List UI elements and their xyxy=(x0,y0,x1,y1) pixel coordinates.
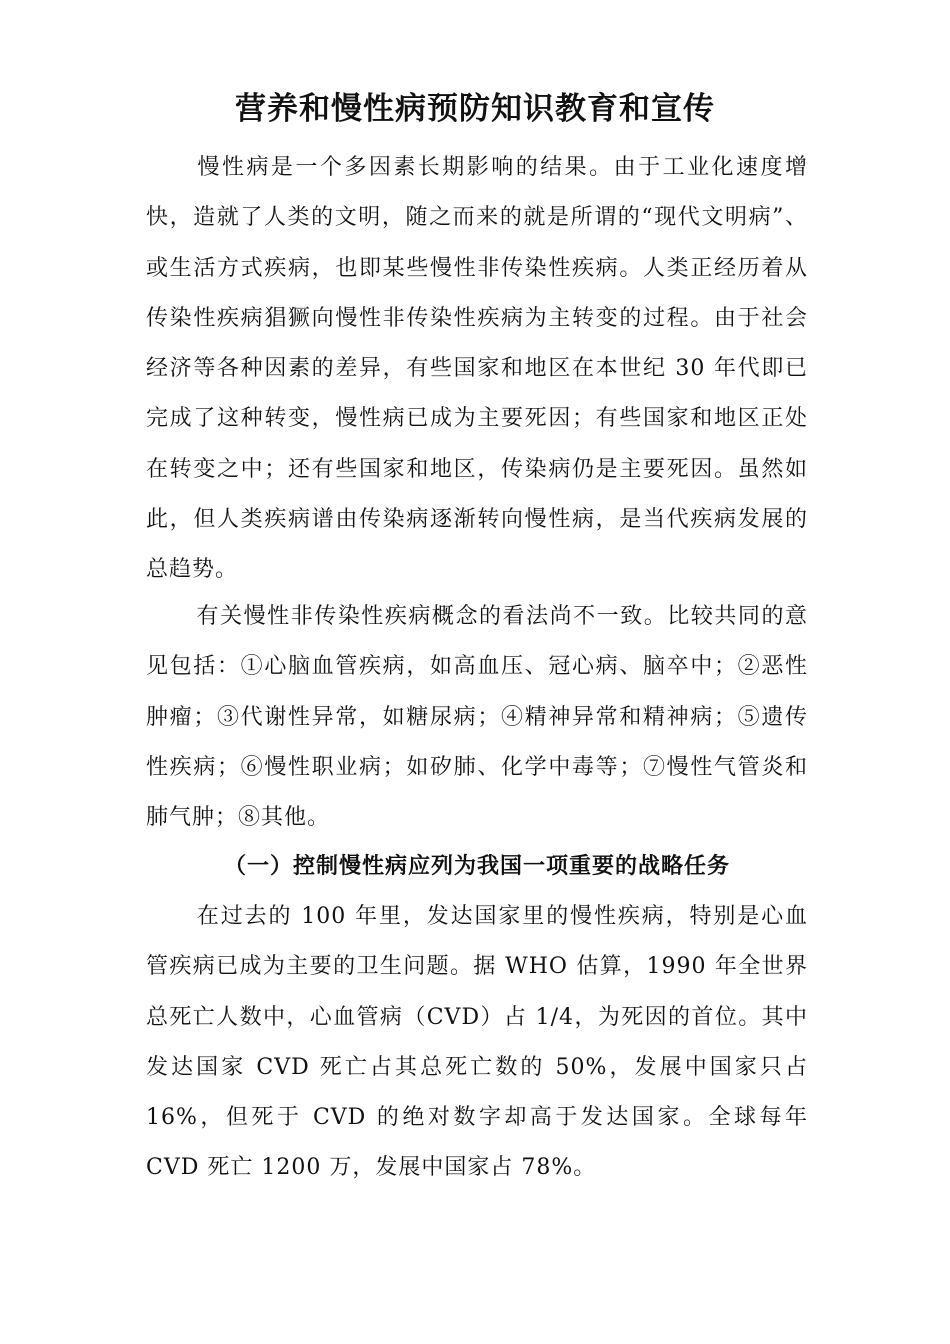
paragraph-cvd-statistics xyxy=(146,892,808,1194)
paragraph-chronic-disease-intro xyxy=(146,143,808,596)
paragraph-text: 在过去的 100 年里，发达国家里的慢性疾病，特别是心血管疾病已成为主要的卫生问题。据 WHO 估算，1990 年全世界总死亡人数中，心血管病（CVD）占 1/4，为死因的首位。其中发达国家 CVD 死亡占其总死亡数的 50%，发展中国家只占 16%，但死于 CVD 的绝对数字却高于发达国家。全球每年 CVD 死亡 1200 万，发展中国家占 78%。 xyxy=(146,904,808,1181)
paragraph-disease-categories xyxy=(146,592,808,843)
paragraph-text: 慢性病是一个多因素长期影响的结果。由于工业化速度增快，造就了人类的文明，随之而来的就是所谓的“现代文明病”、或生活方式疾病，也即某些慢性非传染性疾病。人类正经历着从传染性疾病猖獗向慢性非传染性疾病为主转变的过程。由于社会经济等各种因素的差异，有些国家和地区在本世纪 30 年代即已完成了这种转变，慢性病已成为主要死因；有些国家和地区正处在转变之中；还有些国家和地区，传染病仍是主要死因。虽然如此，但人类疾病谱由传染病逐渐转向慢性病，是当代疾病发展的总趋势。 xyxy=(146,155,808,583)
section-heading: （一）控制慢性病应列为我国一项重要的战略任务 xyxy=(223,854,730,879)
paragraph-text: 有关慢性非传染性疾病概念的看法尚不一致。比较共同的意见包括：①心脑血管疾病，如高血压、冠心病、脑卒中；②恶性肿瘤；③代谢性异常，如糖尿病；④精神异常和精神病；⑤遗传性疾病；⑥慢性职业病；如矽肺、化学中毒等；⑦慢性气管炎和肺气肿；⑧其他。 xyxy=(146,604,808,831)
document-title: 营养和慢性病预防知识教育和宣传 xyxy=(235,91,715,127)
